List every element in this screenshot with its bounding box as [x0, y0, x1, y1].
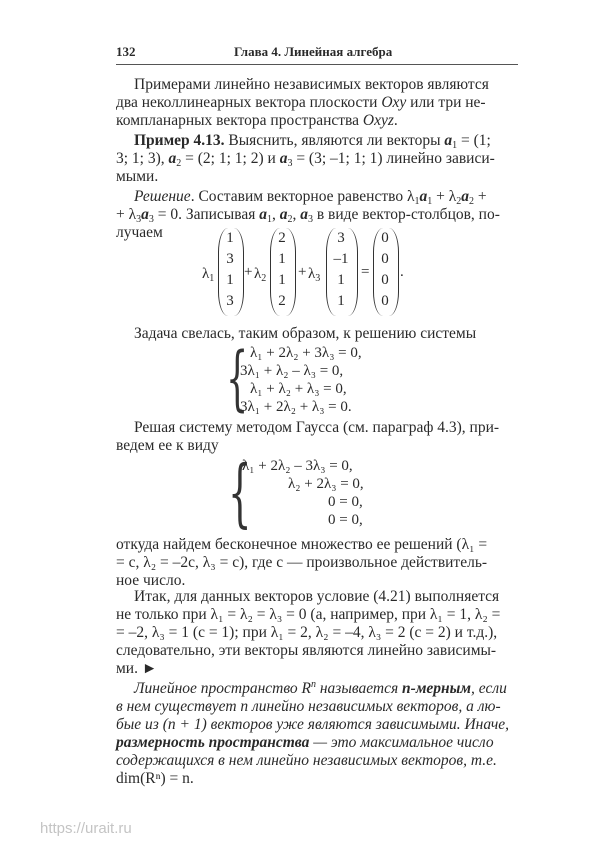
gauss-paragraph: Решая систему методом Гаусса (см. параграф 4.3), при- ведем ее к виду: [116, 419, 500, 454]
equation-system-2: { λ₁ + 2λ₂ – 3λ₃ = 0, λ₂ + 2λ₃ = 0, 0 = 0, 0 = 0,: [228, 450, 364, 536]
chapter-title: Глава 4. Линейная алгебра: [234, 44, 393, 59]
dimension-term: размерность пространства: [116, 734, 310, 751]
definition-paragraph: Линейное пространство $R^n$ называется n-мерным, если в нем существует n линейно независимых векторов, а лю- бые из (n + 1) векторов уже являются зависимыми. Иначе, размерность пространства — это максимальное число содержащихся в нем линейно независимых векторов, т.е. dim(Rⁿ) = n.: [116, 679, 510, 787]
left-brace: {: [226, 337, 249, 419]
n-dimensional-term: n-мерным: [402, 680, 472, 697]
solution-label: Решение: [134, 188, 191, 205]
page-header: [116, 44, 518, 65]
left-brace-2: {: [228, 450, 252, 536]
page-number: 132: [116, 44, 136, 59]
example-paragraph: Пример 4.13. Выяснить, являются ли векторы $a_1 = (1$; 3; 1; 3), $a_2 = (2$; 1; 1; 2) и $a_3 = (3$; –1; 1; 1) линейно зависи- мыми.: [116, 132, 495, 185]
equation-system-1: { λ₁ + 2λ₂ + 3λ₃ = 0, 3λ₁ + λ₂ – λ₃ = 0, λ₁ + λ₂ + λ₃ = 0, 3λ₁ + 2λ₂ + λ₃ = 0.: [226, 337, 362, 419]
solution-paragraph: Решение. Составим векторное равенство $\lambda_1a_1 + \lambda_2a_2$ + + $\lambda_3a_3 = 0$. Записывая $a_1$, $a_2$, $a_3$ в виде вектор-столбцов, по- лучаем: [116, 188, 500, 241]
conclusion-paragraph: Итак, для данных векторов условие (4.21) выполняется не только при λ₁ = λ₂ = λ₃ = 0 (а, например, при λ₁ = 1, λ₂ = = –2, λ₃ = 1 (c = 1); при λ₁ = 2, λ₂ = –4, λ₃ = 2 (c = 2) и т.д.), следовательно, эти векторы являются линейно зависимы- ми. ►: [116, 588, 501, 677]
solutions-paragraph: откуда найдем бесконечное множество ее решений (λ₁ = = c, λ₂ = –2c, λ₃ = c), где c — произвольное действитель- ное число.: [116, 536, 488, 589]
source-watermark: https://urait.ru: [40, 820, 132, 837]
intro-paragraph: Примерами линейно независимых векторов являются два неколлинеарных вектора плоскости Oxy или три не- компланарных вектора пространства Oxyz.: [116, 76, 489, 129]
example-label: Пример 4.13.: [134, 132, 225, 149]
vector-equation: $\lambda_1$ 1 3 1 3 + $\lambda_2$ 2 1 1 2 + $\lambda_3$ 3 –1 1 1 = 0 0 0 0 .: [202, 226, 422, 318]
system-intro: Задача свелась, таким образом, к решению системы: [134, 325, 477, 342]
